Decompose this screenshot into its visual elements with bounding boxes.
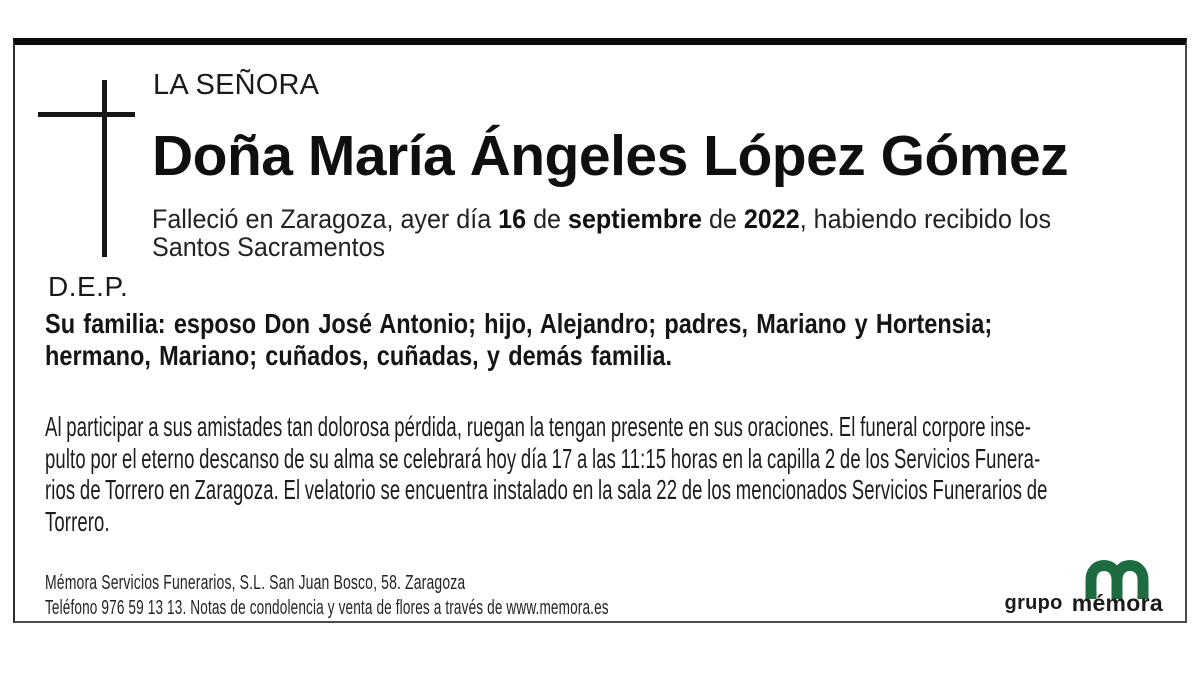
death-text-segment: de (526, 204, 568, 234)
death-announcement (152, 205, 1051, 261)
death-year: 2022 (743, 204, 800, 234)
funeral-home-contact: Teléfono 976 59 13 13. Notas de condolencia y venta de flores a través de www.memora.es (45, 597, 609, 619)
honorific-title: LA SEÑORA (153, 69, 320, 101)
family-line: hermano, Mariano; cuñados, cuñadas, y demás familia. (45, 340, 673, 371)
latin-cross-icon (38, 78, 138, 258)
funeral-details-line: rios de Torrero en Zaragoza. El velatorio se encuentra instalado en la sala 22 de los mencionados Servicios Funerarios de (45, 474, 1048, 506)
cross-vertical-bar (102, 80, 107, 257)
logo-memora-text: mémora (1071, 590, 1163, 616)
grupo-memora-logo (1005, 559, 1163, 617)
deceased-name: Doña María Ángeles López Gómez (152, 124, 1069, 188)
funeral-details-line: Al participar a sus amistades tan dolorosa pérdida, ruegan la tengan presente en sus oraciones. El funeral corpore inse- (45, 411, 1032, 442)
family-line: Su familia: esposo Don José Antonio; hijo, Alejandro; padres, Mariano y Hortensia; (45, 308, 993, 339)
death-announcement-line-1 (152, 205, 1051, 233)
cross-horizontal-bar (38, 112, 135, 117)
obituary-frame (13, 38, 1187, 623)
death-text-segment: de (701, 204, 744, 234)
death-announcement-line-2: Santos Sacramentos (152, 232, 386, 262)
family-paragraph (45, 308, 992, 372)
dep-abbreviation: D.E.P. (48, 271, 129, 302)
death-text-segment: Falleció en Zaragoza, ayer día (152, 204, 499, 234)
funeral-details-paragraph (45, 411, 1048, 538)
death-text-segment: , habiendo recibido los (799, 204, 1052, 234)
logo-grupo-text: grupo (1004, 592, 1063, 614)
death-day: 16 (498, 204, 527, 234)
funeral-home-address: Mémora Servicios Funerarios, S.L. San Juan Bosco, 58. Zaragoza (45, 572, 466, 594)
logo-memora-block (1072, 559, 1163, 617)
death-month: septiembre (567, 204, 702, 234)
funeral-details-line: Torrero. (45, 506, 110, 538)
funeral-details-line: pulto por el eterno descanso de su alma se celebrará hoy día 17 a las 11:15 horas en la capilla 2 de los Servicios Funera- (45, 442, 1041, 474)
